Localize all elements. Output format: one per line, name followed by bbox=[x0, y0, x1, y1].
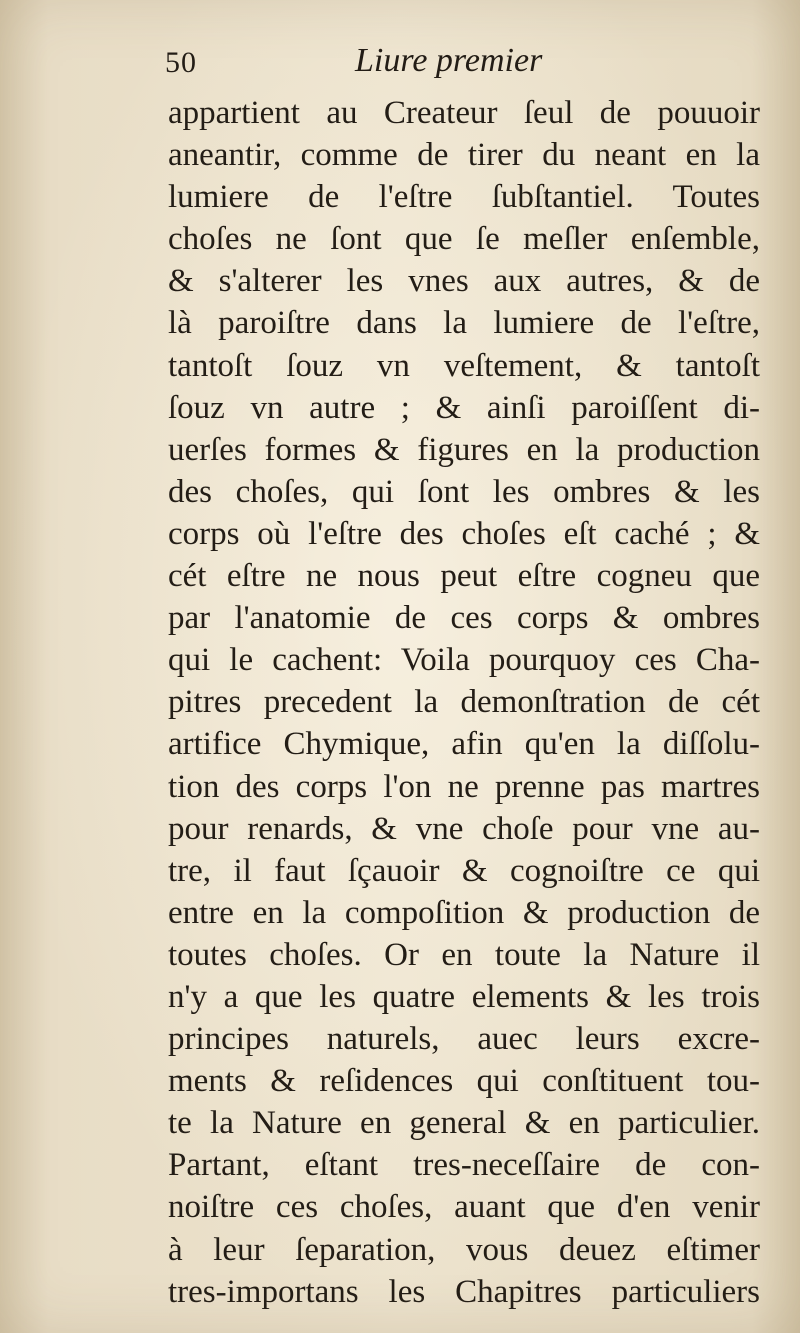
text-line: entre en la compoſition & production de bbox=[168, 894, 760, 931]
text-line: n'y a que les quatre elements & les trois bbox=[168, 978, 760, 1015]
text-line: qui le cachent: Voila pourquoy ces Cha- bbox=[168, 642, 760, 679]
text-line: pour renards, & vne choſe pour vne au- bbox=[168, 810, 760, 847]
text-line: principes naturels, auec leurs excre- bbox=[168, 1021, 760, 1058]
text-line: Partant, eſtant tres-neceſſaire de con- bbox=[168, 1147, 760, 1184]
text-line: des choſes, qui ſont les ombres & les bbox=[168, 473, 760, 510]
text-line: tres-importans les Chapitres particuliers bbox=[168, 1273, 760, 1310]
text-line: & s'alterer les vnes aux autres, & de bbox=[168, 263, 760, 300]
running-title: Liure premier bbox=[355, 42, 543, 79]
text-line: tion des corps l'on ne prenne pas martres bbox=[168, 768, 760, 805]
body-text bbox=[168, 92, 760, 1313]
text-line: ments & reſidences qui conſtituent tou- bbox=[168, 1063, 760, 1100]
text-line: là paroiſtre dans la lumiere de l'eſtre, bbox=[168, 305, 760, 342]
text-line: à leur ſeparation, vous deuez eſtimer bbox=[168, 1231, 760, 1268]
running-head bbox=[165, 40, 765, 90]
page-number: 50 bbox=[165, 46, 197, 79]
text-line: tre, il faut ſçauoir & cognoiſtre ce qui bbox=[168, 852, 760, 889]
text-line: aneantir, comme de tirer du neant en la bbox=[168, 137, 760, 174]
text-line: ſouz vn autre ; & ainſi paroiſſent di- bbox=[168, 389, 760, 426]
text-line: toutes choſes. Or en toute la Nature il bbox=[168, 936, 760, 973]
text-line: noiſtre ces choſes, auant que d'en venir bbox=[168, 1189, 760, 1226]
text-line: uerſes formes & figures en la production bbox=[168, 431, 760, 468]
text-line: par l'anatomie de ces corps & ombres bbox=[168, 600, 760, 637]
text-line: pitres precedent la demonſtration de cét bbox=[168, 684, 760, 721]
text-line: cét eſtre ne nous peut eſtre cogneu que bbox=[168, 558, 760, 595]
text-line: appartient au Createur ſeul de pouuoir bbox=[168, 95, 760, 131]
text-line: tantoſt ſouz vn veſtement, & tantoſt bbox=[168, 347, 760, 384]
text-line: lumiere de l'eſtre ſubſtantiel. Toutes bbox=[168, 179, 760, 216]
text-line: corps où l'eſtre des choſes eſt caché ; & bbox=[168, 515, 760, 552]
text-line: artifice Chymique, afin qu'en la diſſolu- bbox=[168, 726, 760, 763]
text-line: choſes ne ſont que ſe meſler enſemble, bbox=[168, 221, 760, 258]
text-line: te la Nature en general & en particulier. bbox=[168, 1105, 760, 1142]
